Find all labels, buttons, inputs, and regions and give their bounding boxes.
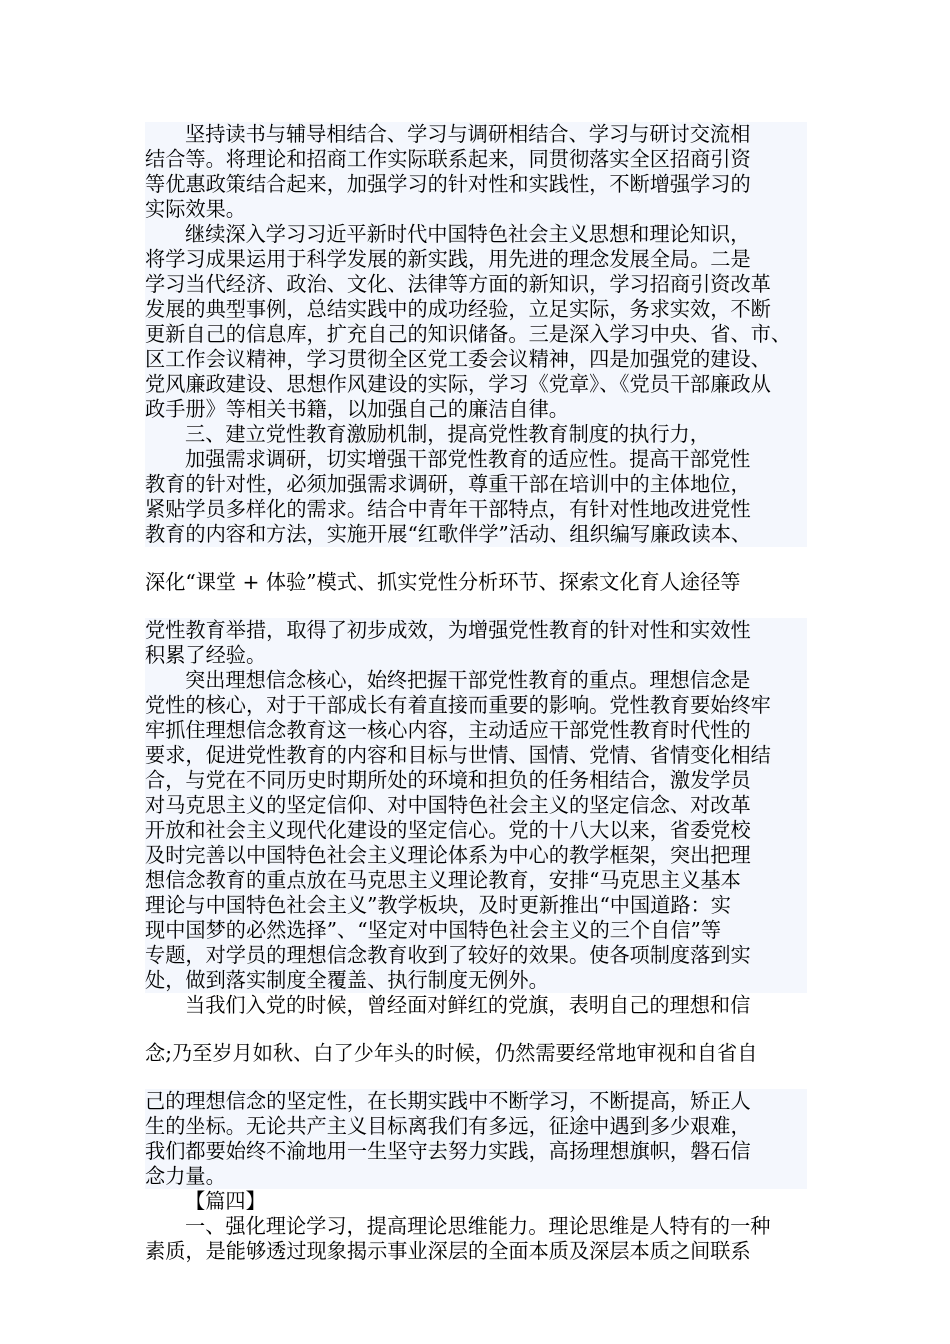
text-line: 党性的核心，对于干部成长有着直接而重要的影响。党性教育要始终牢: [145, 693, 807, 718]
text-line: 深化“课堂 + 体验”模式、抓实党性分析环节、探索文化育人途径等: [145, 570, 741, 594]
text-line: 牢抓住理想信念教育这一核心内容，主动适应干部党性教育时代性的: [145, 718, 807, 743]
text-line: 教育的针对性，必须加强需求调研，尊重干部在培训中的主体地位，: [145, 472, 807, 497]
text-line: 党性教育举措，取得了初步成效，为增强党性教育的针对性和实效性: [145, 618, 807, 643]
text-line: 加强需求调研，切实增强干部党性教育的适应性。提高干部党性: [145, 447, 807, 472]
text-line: 要求，促进党性教育的内容和目标与世情、国情、党情、省情变化相结: [145, 743, 807, 768]
text-line: 党风廉政建设、思想作风建设的实际，学习《党章》、《党员干部廉政从: [145, 372, 807, 397]
text-line: 学习当代经济、政治、文化、法律等方面的新知识，学习招商引资改革: [145, 272, 807, 297]
text-line: 现中国梦的必然选择”、“坚定对中国特色社会主义的三个自信”等: [145, 918, 807, 943]
text-line: 念;乃至岁月如秋、白了少年头的时候，仍然需要经常地审视和自省自: [145, 1041, 758, 1065]
text-line: 三、建立党性教育激励机制，提高党性教育制度的执行力，: [145, 422, 807, 447]
text-line: 将学习成果运用于科学发展的新实践，用先进的理念发展全局。二是: [145, 247, 807, 272]
text-line: 我们都要始终不渝地用一生坚守去努力实践，高扬理想旗帜，磐石信: [145, 1139, 807, 1164]
text-line: 己的理想信念的坚定性，在长期实践中不断学习，不断提高，矫正人: [145, 1089, 807, 1114]
text-line: 念力量。: [145, 1164, 807, 1189]
text-line: 理论与中国特色社会主义”教学板块，及时更新推出“中国道路：实: [145, 893, 807, 918]
document-body: [145, 122, 807, 1264]
text-line: 发展的典型事例，总结实践中的成功经验，立足实际，务求实效，不断: [145, 297, 807, 322]
text-line: 合，与党在不同历史时期所处的环境和担负的任务相结合，激发学员: [145, 768, 807, 793]
text-line: 【篇四】: [185, 1189, 266, 1213]
text-line: 生的坐标。无论共产主义目标离我们有多远，征途中遇到多少艰难，: [145, 1114, 807, 1139]
text-line: 继续深入学习习近平新时代中国特色社会主义思想和理论知识，: [145, 222, 807, 247]
text-line: 教育的内容和方法，实施开展“红歌伴学”活动、组织编写廉政读本、: [145, 522, 807, 547]
text-line: 政手册》等相关书籍，以加强自己的廉洁自律。: [145, 397, 807, 422]
text-line: 积累了经验。: [145, 643, 807, 668]
text-line: 开放和社会主义现代化建设的坚定信心。党的十八大以来，省委党校: [145, 818, 807, 843]
text-line: 更新自己的信息库，扩充自己的知识储备。三是深入学习中央、省、市、: [145, 322, 807, 347]
text-line: 突出理想信念核心，始终把握干部党性教育的重点。理想信念是: [145, 668, 807, 693]
text-line: 对马克思主义的坚定信仰、对中国特色社会主义的坚定信念、对改革: [145, 793, 807, 818]
text-line: 素质，是能够透过现象揭示事业深层的全面本质及深层本质之间联系: [145, 1239, 751, 1263]
text-line: 想信念教育的重点放在马克思主义理论教育，安排“马克思主义基本: [145, 868, 807, 893]
text-line: 专题，对学员的理想信念教育收到了较好的效果。使各项制度落到实: [145, 943, 807, 968]
text-line: 坚持读书与辅导相结合、学习与调研相结合、学习与研讨交流相: [145, 122, 807, 147]
text-line: 当我们入党的时候，曾经面对鲜红的党旗，表明自己的理想和信: [185, 993, 751, 1017]
text-line: 实际效果。: [145, 197, 807, 222]
text-line: 紧贴学员多样化的需求。结合中青年干部特点，有针对性地改进党性: [145, 497, 807, 522]
text-line: 处，做到落实制度全覆盖、执行制度无例外。: [145, 968, 807, 993]
text-line: 结合等。将理论和招商工作实际联系起来，同贯彻落实全区招商引资: [145, 147, 807, 172]
text-line: 区工作会议精神，学习贯彻全区党工委会议精神，四是加强党的建设、: [145, 347, 807, 372]
text-line: 等优惠政策结合起来，加强学习的针对性和实践性，不断增强学习的: [145, 172, 807, 197]
text-line: 一、强化理论学习，提高理论思维能力。理论思维是人特有的一种: [185, 1214, 771, 1238]
text-line: 及时完善以中国特色社会主义理论体系为中心的教学框架，突出把理: [145, 843, 807, 868]
